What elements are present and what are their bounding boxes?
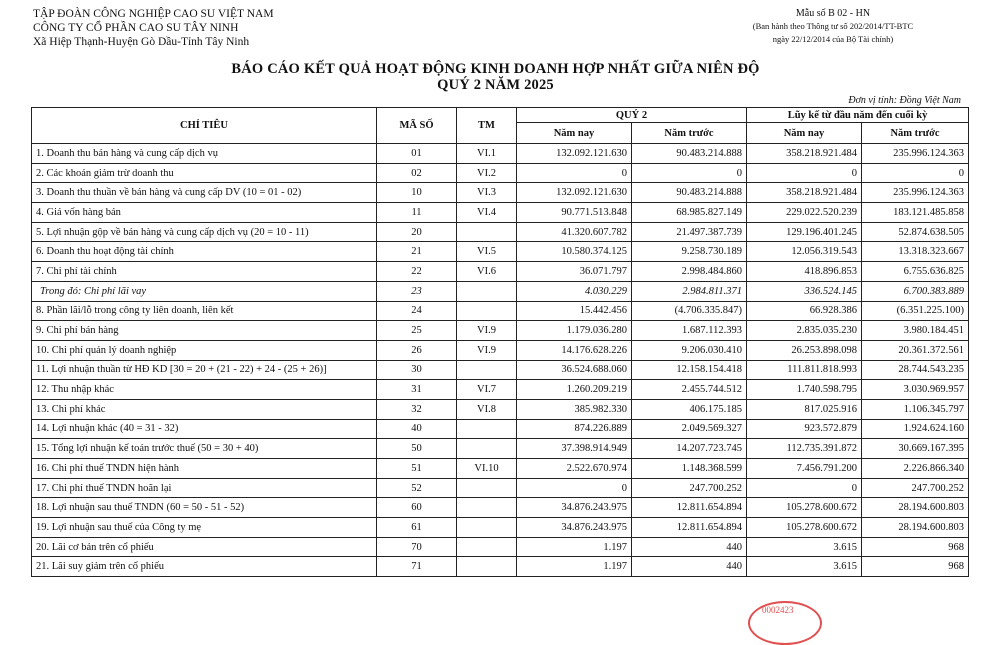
row-indicator: 15. Tổng lợi nhuận kế toán trước thuế (50 = 30 + 40) [32,439,377,459]
row-quarter-this-year: 874.226.889 [517,419,632,439]
row-code: 50 [377,439,457,459]
row-ytd-this-year: 129.196.401.245 [747,222,862,242]
col-quarter-this-year: Năm nay [517,123,632,144]
table-body [32,144,969,577]
row-ytd-last-year: 3.980.184.451 [862,321,969,341]
row-note [457,222,517,242]
row-code: 21 [377,242,457,262]
row-code: 25 [377,321,457,341]
report-title-line2: QUÝ 2 NĂM 2025 [437,77,554,93]
row-quarter-last-year: 90.483.214.888 [632,183,747,203]
row-quarter-this-year: 41.320.607.782 [517,222,632,242]
row-ytd-this-year: 229.022.520.239 [747,203,862,223]
row-ytd-last-year: 235.996.124.363 [862,144,969,164]
col-quarter-last-year: Năm trước [632,123,747,144]
row-quarter-this-year: 1.179.036.280 [517,321,632,341]
row-indicator: 12. Thu nhập khác [32,380,377,400]
row-note: VI.4 [457,203,517,223]
table-row [32,340,969,360]
row-quarter-this-year: 0 [517,478,632,498]
row-code: 31 [377,380,457,400]
circular-date: ngày 22/12/2014 của Bộ Tài chính) [772,34,894,44]
stamp-number: 0002423 [762,605,794,615]
row-ytd-this-year: 66.928.386 [747,301,862,321]
row-quarter-this-year: 14.176.628.226 [517,340,632,360]
report-title [0,61,991,93]
row-note [457,360,517,380]
row-indicator: 9. Chi phí bán hàng [32,321,377,341]
row-code: 40 [377,419,457,439]
row-ytd-last-year: 30.669.167.395 [862,439,969,459]
row-ytd-last-year: 28.194.600.803 [862,498,969,518]
row-quarter-last-year: 406.175.185 [632,399,747,419]
row-indicator: 17. Chi phí thuế TNDN hoãn lại [32,478,377,498]
row-code: 26 [377,340,457,360]
row-indicator: 18. Lợi nhuận sau thuế TNDN (60 = 50 - 51 - 52) [32,498,377,518]
row-quarter-last-year: 1.148.368.599 [632,459,747,479]
table-row [32,498,969,518]
row-indicator: 13. Chi phí khác [32,399,377,419]
row-ytd-last-year: 1.106.345.797 [862,399,969,419]
row-quarter-this-year: 37.398.914.949 [517,439,632,459]
row-ytd-last-year: 1.924.624.160 [862,419,969,439]
row-quarter-last-year: 9.206.030.410 [632,340,747,360]
row-indicator: 5. Lợi nhuận gộp về bán hàng và cung cấp dịch vụ (20 = 10 - 11) [32,222,377,242]
row-note [457,537,517,557]
row-ytd-this-year: 418.896.853 [747,262,862,282]
row-quarter-this-year: 90.771.513.848 [517,203,632,223]
row-ytd-last-year: 183.121.485.858 [862,203,969,223]
row-ytd-last-year: 13.318.323.667 [862,242,969,262]
row-note [457,557,517,577]
row-code: 51 [377,459,457,479]
row-quarter-last-year: 2.998.484.860 [632,262,747,282]
row-indicator: 11. Lợi nhuận thuần từ HĐ KD [30 = 20 + (21 - 22) + 24 - (25 + 26)] [32,360,377,380]
row-ytd-last-year: 968 [862,537,969,557]
row-note: VI.8 [457,399,517,419]
row-note: VI.5 [457,242,517,262]
row-quarter-this-year: 36.071.797 [517,262,632,282]
row-quarter-this-year: 0 [517,163,632,183]
row-note: VI.7 [457,380,517,400]
row-note [457,419,517,439]
table-row [32,557,969,577]
row-quarter-this-year: 1.197 [517,557,632,577]
row-quarter-last-year: (4.706.335.847) [632,301,747,321]
row-indicator: 21. Lãi suy giảm trên cổ phiếu [32,557,377,577]
row-code: 52 [377,478,457,498]
table-row [32,380,969,400]
row-note: VI.2 [457,163,517,183]
row-quarter-last-year: 12.158.154.418 [632,360,747,380]
row-note [457,439,517,459]
table-row [32,222,969,242]
row-ytd-last-year: 28.194.600.803 [862,518,969,538]
row-ytd-this-year: 923.572.879 [747,419,862,439]
row-note: VI.10 [457,459,517,479]
table-row [32,360,969,380]
row-quarter-this-year: 1.260.209.219 [517,380,632,400]
row-code: 02 [377,163,457,183]
col-ytd: Lũy kế từ đầu năm đến cuối kỳ [747,108,969,123]
row-note: VI.9 [457,340,517,360]
row-code: 32 [377,399,457,419]
row-ytd-last-year: 28.744.543.235 [862,360,969,380]
row-code: 30 [377,360,457,380]
row-indicator: 4. Giá vốn hàng bán [32,203,377,223]
row-code: 10 [377,183,457,203]
row-note: VI.6 [457,262,517,282]
row-quarter-this-year: 1.197 [517,537,632,557]
row-ytd-last-year: 968 [862,557,969,577]
row-ytd-this-year: 1.740.598.795 [747,380,862,400]
table-row [32,321,969,341]
row-note [457,301,517,321]
col-ytd-this-year: Năm nay [747,123,862,144]
row-ytd-this-year: 112.735.391.872 [747,439,862,459]
row-indicator: 3. Doanh thu thuần về bán hàng và cung cấp DV (10 = 01 - 02) [32,183,377,203]
row-ytd-last-year: 6.700.383.889 [862,281,969,301]
row-code: 11 [377,203,457,223]
table-row [32,459,969,479]
row-ytd-this-year: 111.811.818.993 [747,360,862,380]
row-indicator: 1. Doanh thu bán hàng và cung cấp dịch vụ [32,144,377,164]
row-ytd-last-year: 2.226.866.340 [862,459,969,479]
row-note: VI.9 [457,321,517,341]
row-quarter-last-year: 12.811.654.894 [632,498,747,518]
row-quarter-last-year: 90.483.214.888 [632,144,747,164]
row-indicator: 6. Doanh thu hoạt động tài chính [32,242,377,262]
table-row [32,262,969,282]
row-quarter-this-year: 132.092.121.630 [517,144,632,164]
row-quarter-last-year: 2.455.744.512 [632,380,747,400]
row-ytd-this-year: 0 [747,163,862,183]
row-quarter-this-year: 36.524.688.060 [517,360,632,380]
company-header [33,7,274,49]
row-indicator: 2. Các khoản giảm trừ doanh thu [32,163,377,183]
row-indicator: 20. Lãi cơ bản trên cổ phiếu [32,537,377,557]
row-quarter-this-year: 4.030.229 [517,281,632,301]
col-indicator: CHỈ TIÊU [32,108,377,144]
table-row [32,399,969,419]
row-quarter-this-year: 34.876.243.975 [517,518,632,538]
row-indicator: 10. Chi phí quản lý doanh nghiệp [32,340,377,360]
table-row [32,183,969,203]
row-ytd-last-year: 3.030.969.957 [862,380,969,400]
row-ytd-this-year: 358.218.921.484 [747,144,862,164]
row-code: 71 [377,557,457,577]
row-quarter-last-year: 9.258.730.189 [632,242,747,262]
row-quarter-last-year: 440 [632,537,747,557]
row-quarter-last-year: 68.985.827.149 [632,203,747,223]
row-code: 61 [377,518,457,538]
row-ytd-this-year: 3.615 [747,557,862,577]
row-code: 24 [377,301,457,321]
row-code: 20 [377,222,457,242]
row-ytd-this-year: 817.025.916 [747,399,862,419]
row-ytd-last-year: 235.996.124.363 [862,183,969,203]
row-quarter-last-year: 1.687.112.393 [632,321,747,341]
row-code: 22 [377,262,457,282]
col-code: MÃ SỐ [377,108,457,144]
row-quarter-last-year: 12.811.654.894 [632,518,747,538]
group-name: TẬP ĐOÀN CÔNG NGHIỆP CAO SU VIỆT NAM [33,8,274,20]
row-quarter-last-year: 247.700.252 [632,478,747,498]
row-ytd-last-year: 6.755.636.825 [862,262,969,282]
table-row [32,478,969,498]
row-ytd-last-year: 247.700.252 [862,478,969,498]
col-ytd-last-year: Năm trước [862,123,969,144]
circular-ref: (Ban hành theo Thông tư số 202/2014/TT-BTC [752,21,914,31]
row-quarter-this-year: 15.442.456 [517,301,632,321]
row-ytd-this-year: 7.456.791.200 [747,459,862,479]
row-quarter-this-year: 132.092.121.630 [517,183,632,203]
row-indicator: 16. Chi phí thuế TNDN hiện hành [32,459,377,479]
row-ytd-this-year: 336.524.145 [747,281,862,301]
row-note [457,518,517,538]
table-row [32,144,969,164]
row-indicator: 8. Phần lãi/lỗ trong công ty liên doanh, liên kết [32,301,377,321]
row-note: VI.3 [457,183,517,203]
currency-unit: Đơn vị tính: Đồng Việt Nam [848,95,961,106]
row-ytd-this-year: 0 [747,478,862,498]
row-ytd-this-year: 12.056.319.543 [747,242,862,262]
row-quarter-last-year: 2.049.569.327 [632,419,747,439]
row-ytd-last-year: 20.361.372.561 [862,340,969,360]
form-number: Mẫu số B 02 - HN [795,8,871,19]
row-ytd-this-year: 358.218.921.484 [747,183,862,203]
row-quarter-last-year: 0 [632,163,747,183]
row-ytd-this-year: 105.278.600.672 [747,518,862,538]
table-row [32,281,969,301]
row-code: 23 [377,281,457,301]
row-indicator: 19. Lợi nhuận sau thuế của Công ty mẹ [32,518,377,538]
company-address: Xã Hiệp Thạnh-Huyện Gò Dầu-Tỉnh Tây Ninh [33,36,250,48]
row-note [457,498,517,518]
row-ytd-this-year: 105.278.600.672 [747,498,862,518]
row-note [457,478,517,498]
row-code: 70 [377,537,457,557]
row-code: 01 [377,144,457,164]
company-name: CÔNG TY CỔ PHẦN CAO SU TÂY NINH [33,22,239,34]
row-quarter-last-year: 440 [632,557,747,577]
row-note: VI.1 [457,144,517,164]
report-title-line1: BÁO CÁO KẾT QUẢ HOẠT ĐỘNG KINH DOANH HỢP NHẤT GIỮA NIÊN ĐỘ [231,61,760,77]
row-quarter-last-year: 2.984.811.371 [632,281,747,301]
table-row [32,163,969,183]
col-note: TM [457,108,517,144]
row-indicator: Trong đó: Chi phí lãi vay [32,281,377,301]
table-row [32,537,969,557]
row-quarter-this-year: 385.982.330 [517,399,632,419]
row-ytd-last-year: 52.874.638.505 [862,222,969,242]
col-quarter: QUÝ 2 [517,108,747,123]
row-ytd-this-year: 26.253.898.098 [747,340,862,360]
income-statement-table [31,107,969,577]
row-indicator: 7. Chi phí tài chính [32,262,377,282]
table-row [32,439,969,459]
row-quarter-this-year: 34.876.243.975 [517,498,632,518]
row-ytd-last-year: 0 [862,163,969,183]
row-ytd-this-year: 3.615 [747,537,862,557]
company-stamp [748,601,822,645]
row-quarter-this-year: 10.580.374.125 [517,242,632,262]
table-row [32,518,969,538]
row-ytd-this-year: 2.835.035.230 [747,321,862,341]
row-ytd-last-year: (6.351.225.100) [862,301,969,321]
row-indicator: 14. Lợi nhuận khác (40 = 31 - 32) [32,419,377,439]
table-row [32,301,969,321]
form-info [703,7,963,46]
row-quarter-this-year: 2.522.670.974 [517,459,632,479]
table-row [32,242,969,262]
row-code: 60 [377,498,457,518]
table-row [32,419,969,439]
row-quarter-last-year: 14.207.723.745 [632,439,747,459]
row-note [457,281,517,301]
table-row [32,203,969,223]
row-quarter-last-year: 21.497.387.739 [632,222,747,242]
